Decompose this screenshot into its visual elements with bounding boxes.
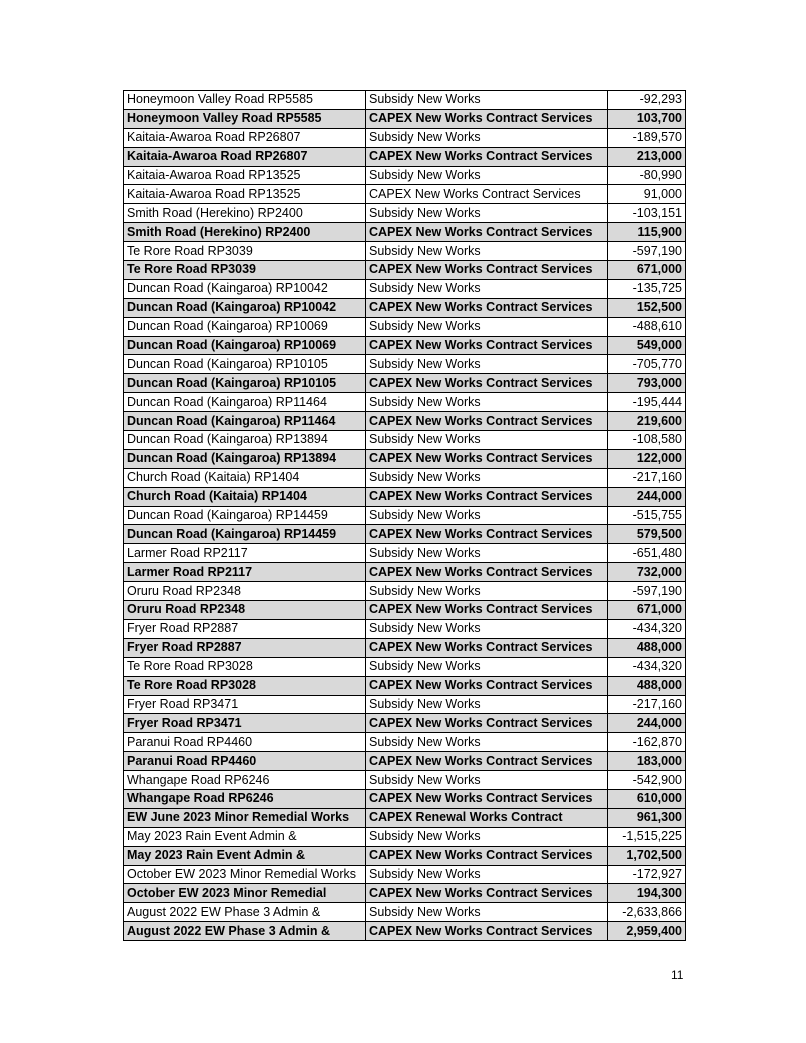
row-type-cell: Subsidy New Works: [366, 771, 608, 790]
row-amount-cell: 152,500: [608, 298, 686, 317]
row-type-cell: Subsidy New Works: [366, 695, 608, 714]
row-name-cell: Church Road (Kaitaia) RP1404: [124, 487, 366, 506]
row-type-cell: Subsidy New Works: [366, 204, 608, 223]
table-row: [124, 695, 686, 714]
row-amount-cell: -189,570: [608, 128, 686, 147]
table-row: [124, 412, 686, 431]
table-row: [124, 449, 686, 468]
table-row: [124, 657, 686, 676]
table-row: [124, 279, 686, 298]
table-row: [124, 431, 686, 450]
table-row: [124, 676, 686, 695]
row-name-cell: EW June 2023 Minor Remedial Works: [124, 808, 366, 827]
table-row: [124, 601, 686, 620]
row-type-cell: Subsidy New Works: [366, 91, 608, 110]
page-number: 11: [671, 968, 684, 982]
row-type-cell: Subsidy New Works: [366, 544, 608, 563]
row-name-cell: Oruru Road RP2348: [124, 582, 366, 601]
row-type-cell: CAPEX New Works Contract Services: [366, 261, 608, 280]
row-amount-cell: -217,160: [608, 695, 686, 714]
row-type-cell: CAPEX New Works Contract Services: [366, 185, 608, 204]
row-amount-cell: 91,000: [608, 185, 686, 204]
table-row: [124, 827, 686, 846]
row-amount-cell: -2,633,866: [608, 903, 686, 922]
row-amount-cell: 671,000: [608, 261, 686, 280]
table-row: [124, 355, 686, 374]
row-type-cell: CAPEX New Works Contract Services: [366, 298, 608, 317]
row-amount-cell: 793,000: [608, 374, 686, 393]
row-amount-cell: -92,293: [608, 91, 686, 110]
row-name-cell: Larmer Road RP2117: [124, 563, 366, 582]
table-row: [124, 733, 686, 752]
row-amount-cell: 183,000: [608, 752, 686, 771]
row-name-cell: Church Road (Kaitaia) RP1404: [124, 468, 366, 487]
row-type-cell: CAPEX New Works Contract Services: [366, 638, 608, 657]
row-type-cell: CAPEX New Works Contract Services: [366, 601, 608, 620]
row-amount-cell: 122,000: [608, 449, 686, 468]
table-row: [124, 922, 686, 941]
row-name-cell: May 2023 Rain Event Admin &: [124, 846, 366, 865]
row-name-cell: Te Rore Road RP3039: [124, 261, 366, 280]
row-type-cell: CAPEX New Works Contract Services: [366, 412, 608, 431]
row-name-cell: Duncan Road (Kaingaroa) RP10069: [124, 336, 366, 355]
row-name-cell: August 2022 EW Phase 3 Admin &: [124, 903, 366, 922]
row-name-cell: May 2023 Rain Event Admin &: [124, 827, 366, 846]
row-amount-cell: 194,300: [608, 884, 686, 903]
row-name-cell: Te Rore Road RP3039: [124, 242, 366, 261]
table-row: [124, 128, 686, 147]
row-name-cell: Whangape Road RP6246: [124, 789, 366, 808]
row-name-cell: Duncan Road (Kaingaroa) RP14459: [124, 506, 366, 525]
row-amount-cell: -108,580: [608, 431, 686, 450]
row-name-cell: Duncan Road (Kaingaroa) RP10105: [124, 355, 366, 374]
row-amount-cell: -597,190: [608, 582, 686, 601]
row-type-cell: Subsidy New Works: [366, 903, 608, 922]
row-type-cell: Subsidy New Works: [366, 619, 608, 638]
row-name-cell: Whangape Road RP6246: [124, 771, 366, 790]
row-type-cell: Subsidy New Works: [366, 657, 608, 676]
row-type-cell: Subsidy New Works: [366, 827, 608, 846]
table-row: [124, 544, 686, 563]
table-row: [124, 582, 686, 601]
row-amount-cell: 103,700: [608, 109, 686, 128]
row-name-cell: Fryer Road RP3471: [124, 695, 366, 714]
row-type-cell: CAPEX New Works Contract Services: [366, 223, 608, 242]
row-amount-cell: 610,000: [608, 789, 686, 808]
table-row: [124, 619, 686, 638]
table-row: [124, 223, 686, 242]
row-name-cell: Kaitaia-Awaroa Road RP13525: [124, 166, 366, 185]
table-row: [124, 147, 686, 166]
row-type-cell: Subsidy New Works: [366, 431, 608, 450]
row-name-cell: Duncan Road (Kaingaroa) RP14459: [124, 525, 366, 544]
row-amount-cell: -103,151: [608, 204, 686, 223]
row-type-cell: Subsidy New Works: [366, 317, 608, 336]
row-amount-cell: 244,000: [608, 714, 686, 733]
row-amount-cell: -434,320: [608, 619, 686, 638]
row-amount-cell: -597,190: [608, 242, 686, 261]
row-amount-cell: 219,600: [608, 412, 686, 431]
row-amount-cell: 732,000: [608, 563, 686, 582]
row-type-cell: CAPEX New Works Contract Services: [366, 336, 608, 355]
row-name-cell: Kaitaia-Awaroa Road RP26807: [124, 147, 366, 166]
table-row: [124, 487, 686, 506]
row-amount-cell: -217,160: [608, 468, 686, 487]
row-amount-cell: -172,927: [608, 865, 686, 884]
row-type-cell: CAPEX New Works Contract Services: [366, 884, 608, 903]
row-name-cell: Duncan Road (Kaingaroa) RP11464: [124, 412, 366, 431]
row-name-cell: October EW 2023 Minor Remedial Works: [124, 865, 366, 884]
table-row: [124, 563, 686, 582]
row-name-cell: Honeymoon Valley Road RP5585: [124, 109, 366, 128]
row-name-cell: Fryer Road RP3471: [124, 714, 366, 733]
row-name-cell: Duncan Road (Kaingaroa) RP13894: [124, 449, 366, 468]
row-amount-cell: -1,515,225: [608, 827, 686, 846]
row-name-cell: Paranui Road RP4460: [124, 733, 366, 752]
row-type-cell: Subsidy New Works: [366, 242, 608, 261]
row-type-cell: CAPEX New Works Contract Services: [366, 846, 608, 865]
row-type-cell: Subsidy New Works: [366, 733, 608, 752]
table-row: [124, 808, 686, 827]
row-type-cell: Subsidy New Works: [366, 865, 608, 884]
row-amount-cell: 1,702,500: [608, 846, 686, 865]
row-type-cell: Subsidy New Works: [366, 355, 608, 374]
row-amount-cell: -488,610: [608, 317, 686, 336]
row-type-cell: CAPEX New Works Contract Services: [366, 922, 608, 941]
table-row: [124, 525, 686, 544]
row-name-cell: Te Rore Road RP3028: [124, 676, 366, 695]
row-amount-cell: 2,959,400: [608, 922, 686, 941]
row-amount-cell: -80,990: [608, 166, 686, 185]
table-row: [124, 506, 686, 525]
table-row: [124, 638, 686, 657]
row-name-cell: Fryer Road RP2887: [124, 619, 366, 638]
table-row: [124, 166, 686, 185]
row-type-cell: CAPEX New Works Contract Services: [366, 525, 608, 544]
row-name-cell: Duncan Road (Kaingaroa) RP11464: [124, 393, 366, 412]
row-amount-cell: 244,000: [608, 487, 686, 506]
table-row: [124, 393, 686, 412]
row-name-cell: Smith Road (Herekino) RP2400: [124, 223, 366, 242]
table-row: [124, 865, 686, 884]
row-amount-cell: 213,000: [608, 147, 686, 166]
table-row: [124, 846, 686, 865]
row-type-cell: Subsidy New Works: [366, 166, 608, 185]
ledger-table-container: [123, 90, 686, 941]
row-amount-cell: -515,755: [608, 506, 686, 525]
row-amount-cell: 671,000: [608, 601, 686, 620]
row-name-cell: Oruru Road RP2348: [124, 601, 366, 620]
table-row: [124, 317, 686, 336]
row-amount-cell: -135,725: [608, 279, 686, 298]
row-amount-cell: 579,500: [608, 525, 686, 544]
table-row: [124, 298, 686, 317]
row-amount-cell: 115,900: [608, 223, 686, 242]
table-row: [124, 714, 686, 733]
row-name-cell: Duncan Road (Kaingaroa) RP13894: [124, 431, 366, 450]
table-row: [124, 752, 686, 771]
row-name-cell: Fryer Road RP2887: [124, 638, 366, 657]
table-row: [124, 789, 686, 808]
row-name-cell: Kaitaia-Awaroa Road RP26807: [124, 128, 366, 147]
table-row: [124, 185, 686, 204]
table-row: [124, 261, 686, 280]
table-row: [124, 903, 686, 922]
row-type-cell: Subsidy New Works: [366, 582, 608, 601]
table-row: [124, 336, 686, 355]
row-name-cell: October EW 2023 Minor Remedial: [124, 884, 366, 903]
row-name-cell: Duncan Road (Kaingaroa) RP10042: [124, 279, 366, 298]
row-amount-cell: -542,900: [608, 771, 686, 790]
row-amount-cell: 549,000: [608, 336, 686, 355]
table-row: [124, 771, 686, 790]
table-row: [124, 91, 686, 110]
row-amount-cell: -434,320: [608, 657, 686, 676]
row-type-cell: CAPEX New Works Contract Services: [366, 374, 608, 393]
row-type-cell: Subsidy New Works: [366, 393, 608, 412]
row-type-cell: CAPEX New Works Contract Services: [366, 789, 608, 808]
row-type-cell: Subsidy New Works: [366, 468, 608, 487]
row-type-cell: CAPEX New Works Contract Services: [366, 752, 608, 771]
row-name-cell: Honeymoon Valley Road RP5585: [124, 91, 366, 110]
row-amount-cell: 488,000: [608, 638, 686, 657]
table-row: [124, 204, 686, 223]
row-name-cell: Paranui Road RP4460: [124, 752, 366, 771]
row-type-cell: CAPEX New Works Contract Services: [366, 109, 608, 128]
ledger-table: [123, 90, 686, 941]
table-row: [124, 374, 686, 393]
row-type-cell: CAPEX New Works Contract Services: [366, 676, 608, 695]
ledger-table-body: [124, 91, 686, 941]
row-type-cell: Subsidy New Works: [366, 506, 608, 525]
row-amount-cell: 961,300: [608, 808, 686, 827]
row-type-cell: CAPEX New Works Contract Services: [366, 714, 608, 733]
table-row: [124, 468, 686, 487]
row-amount-cell: -651,480: [608, 544, 686, 563]
row-type-cell: CAPEX New Works Contract Services: [366, 487, 608, 506]
row-amount-cell: -705,770: [608, 355, 686, 374]
row-name-cell: August 2022 EW Phase 3 Admin &: [124, 922, 366, 941]
row-type-cell: CAPEX New Works Contract Services: [366, 449, 608, 468]
row-type-cell: Subsidy New Works: [366, 128, 608, 147]
row-name-cell: Duncan Road (Kaingaroa) RP10105: [124, 374, 366, 393]
row-name-cell: Larmer Road RP2117: [124, 544, 366, 563]
row-amount-cell: -195,444: [608, 393, 686, 412]
row-name-cell: Duncan Road (Kaingaroa) RP10042: [124, 298, 366, 317]
row-name-cell: Duncan Road (Kaingaroa) RP10069: [124, 317, 366, 336]
row-type-cell: CAPEX Renewal Works Contract: [366, 808, 608, 827]
table-row: [124, 109, 686, 128]
row-type-cell: CAPEX New Works Contract Services: [366, 563, 608, 582]
row-type-cell: CAPEX New Works Contract Services: [366, 147, 608, 166]
row-type-cell: Subsidy New Works: [366, 279, 608, 298]
row-name-cell: Smith Road (Herekino) RP2400: [124, 204, 366, 223]
row-amount-cell: 488,000: [608, 676, 686, 695]
table-row: [124, 242, 686, 261]
row-amount-cell: -162,870: [608, 733, 686, 752]
table-row: [124, 884, 686, 903]
row-name-cell: Te Rore Road RP3028: [124, 657, 366, 676]
row-name-cell: Kaitaia-Awaroa Road RP13525: [124, 185, 366, 204]
